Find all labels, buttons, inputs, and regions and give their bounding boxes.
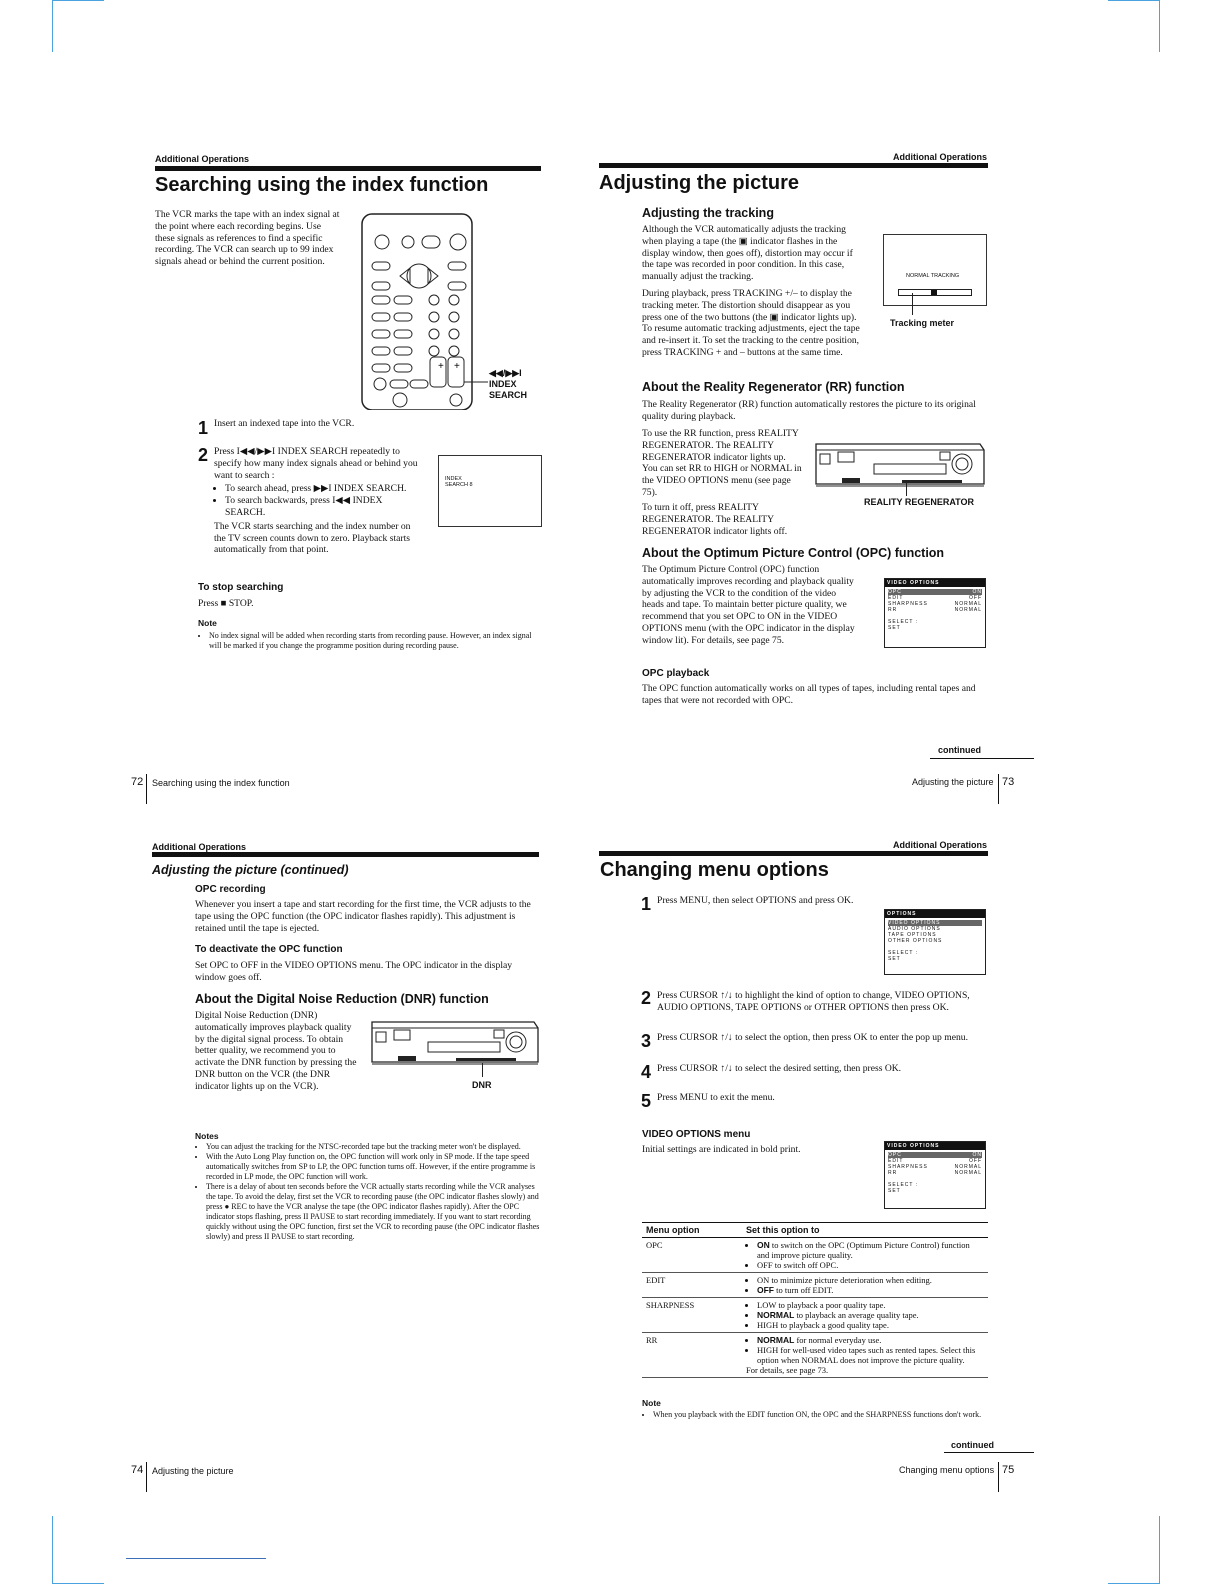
osd-screen [438, 455, 542, 527]
continued-label: continued [938, 745, 981, 755]
section-label: Additional Operations [152, 842, 247, 852]
footer-divider [146, 774, 147, 804]
step-number-5: 5 [641, 1091, 652, 1111]
menu-row-value: NORMAL [954, 601, 982, 607]
menu-rows [885, 1150, 985, 1196]
menu-header: VIDEO OPTIONS [885, 1142, 985, 1150]
table-cell-values [742, 1333, 988, 1378]
dnr-leader [482, 1063, 483, 1077]
option-value [757, 1345, 984, 1365]
rr-label: REALITY REGENERATOR [864, 497, 975, 507]
page-number: 74 [131, 1464, 144, 1476]
crop-mark [1108, 0, 1160, 1]
footer-divider [998, 774, 999, 804]
table-row [642, 1333, 988, 1378]
option-value [757, 1320, 984, 1330]
tracking-meter-leader [912, 293, 913, 315]
menu-rows [885, 587, 985, 633]
page-title: Adjusting the picture [599, 172, 799, 194]
menu-header: VIDEO OPTIONS [885, 579, 985, 587]
svg-text:+: + [454, 361, 460, 372]
crop-mark [52, 0, 53, 52]
option-value-bold: ON [757, 1240, 770, 1250]
table-cell-option: SHARPNESS [642, 1298, 742, 1333]
note-item: • With the Auto Long Play function on, the OPC function will work only in SP mode. If the tape speed automatically switches from SP to LP, the OPC function turns off. However, if the entire programme is recorded in LP mode, the OPC function will work. [206, 1152, 540, 1182]
opc-playback-heading: OPC playback [642, 668, 710, 679]
table-cell-option: RR [642, 1333, 742, 1378]
page-footer: Changing menu options [899, 1465, 995, 1475]
index-search-label: ◀◀/▶▶I INDEX SEARCH [489, 368, 528, 400]
table-cell-option: OPC [642, 1238, 742, 1273]
menu-row: VIDEO OPTIONS [888, 920, 982, 926]
table-cell-values [742, 1238, 988, 1273]
option-value [757, 1300, 984, 1310]
dnr-paragraph: Digital Noise Reduction (DNR) automatically improves playback quality by the digital signal process. To obtain better quality, we recommend you to activate the DNR function by pressing the DNR button on the VCR (the DNR indicator lights up on the VCR). [195, 1010, 357, 1092]
menu-row-value: NORMAL [954, 607, 982, 613]
step-number-3: 3 [641, 1031, 652, 1051]
step2-after: The VCR starts searching and the index number on the TV screen counts down to zero. Playback starts automatically from that point. [214, 520, 411, 556]
tracking-osd-text: NORMAL TRACKING [906, 273, 960, 279]
video-options-menu-osd [884, 578, 986, 648]
menu-row-key: OPC [888, 589, 902, 595]
section-rule [599, 851, 988, 856]
notes-heading: Notes [195, 1131, 219, 1141]
section-label: Additional Operations [155, 154, 250, 164]
tracking-paragraph: During playback, press TRACKING +/– to display the tracking meter. The distortion should disappear as you press one of the two buttons (the ▣ indicator lights up). To resume automatic tracking adjustments, eject the tape and re-insert it. To set the tracking to the centre position, press TRACKING + and – buttons at the same time. [642, 288, 860, 358]
menu-row [888, 1170, 982, 1176]
osd-text: INDEX SEARCH 8 [445, 476, 473, 488]
menu-set: SET [888, 956, 901, 962]
vcr-illustration-dnr [368, 1016, 542, 1072]
option-value [757, 1285, 984, 1295]
page-footer: Adjusting the picture [152, 1466, 234, 1476]
step-number-2: 2 [198, 445, 209, 465]
option-value-text: to playback an average quality tape. [794, 1310, 919, 1320]
step2-text [214, 446, 424, 556]
menu-header: OPTIONS [885, 910, 985, 918]
intro-text: The VCR marks the tape with an index signal at the point where each recording begins. Use these signals as references to find a specific recording. The VCR can search up to 99 index signals ahead or behind the current position. [155, 209, 340, 268]
menu-row-value: OFF [969, 1158, 982, 1164]
step3-text: Press CURSOR ↑/↓ to select the option, then press OK to enter the pop up menu. [657, 1032, 968, 1043]
tracking-meter-label: Tracking meter [890, 318, 955, 328]
tracking-paragraph: Although the VCR automatically adjusts the tracking when playing a tape (the ▣ indicator flashes in the display window, then goes off), distortion may occur if the tape was recorded in poor condition. In this case, manually adjust the tracking. [642, 224, 853, 283]
note-item: • There is a delay of about ten seconds before the VCR actually starts recording while the VCR analyses the tape. To avoid the delay, first set the VCR to recording pause (the OPC indicator flashes slowly) and press ● REC to have the VCR analyse the tape (the OPC indicator flashes rapidly). After the OPC indicator stops flashing, press II PAUSE to start recording immediately. If you want to start recording quickly without using the OPC function, first set the VCR to recording pause (the OPC indicator flashes slowly) and press II PAUSE to start recording. [206, 1182, 540, 1242]
option-value-text: for normal everyday use. [794, 1335, 882, 1345]
menu-set: SET [888, 625, 901, 631]
note-item: • When you playback with the EDIT function ON, the OPC and the SHARPNESS functions don't work. [653, 1410, 987, 1420]
page-title: Searching using the index function [155, 174, 489, 196]
option-value-text: HIGH to playback a good quality tape. [757, 1320, 889, 1330]
menu-row: OTHER OPTIONS [888, 938, 943, 944]
opc-recording-heading: OPC recording [195, 884, 266, 895]
table-row [642, 1238, 988, 1273]
note-item: • You can adjust the tracking for the NTSC-recorded tape but the tracking meter won't be displayed. [206, 1142, 540, 1152]
step2-main: Press I◀◀/▶▶I INDEX SEARCH repeatedly to specify how many index signals ahead or behind you want to search : [214, 446, 418, 481]
option-extra: For details, see page 73. [746, 1365, 829, 1375]
stop-text: Press ■ STOP. [198, 598, 254, 609]
menu-row-key: RR [888, 1170, 898, 1176]
step-number-1: 1 [198, 418, 209, 438]
section-rule [152, 852, 539, 857]
step4-text: Press CURSOR ↑/↓ to select the desired setting, then press OK. [657, 1063, 902, 1074]
tracking-meter-indicator [931, 290, 937, 295]
crop-mark [52, 1516, 53, 1584]
menu-row-value: ON [972, 1152, 982, 1158]
option-value-text: to turn off EDIT. [774, 1285, 834, 1295]
option-value-bold: NORMAL [757, 1335, 795, 1345]
tracking-meter-bar [898, 289, 972, 296]
table-header: Set this option to [742, 1223, 988, 1238]
rr-paragraph: The Reality Regenerator (RR) function automatically restores the picture to its original quality during playback. [642, 399, 976, 422]
menu-row-key: OPC [888, 1152, 902, 1158]
page-title: Changing menu options [600, 859, 829, 881]
option-value [757, 1275, 984, 1285]
rr-paragraph: To use the RR function, press REALITY REGENERATOR. The REALITY REGENERATOR indicator lights up. You can set RR to HIGH or NORMAL in the VIDEO OPTIONS menu (see page 75). [642, 428, 802, 498]
footer-divider [998, 1462, 999, 1492]
rr-paragraph: To turn it off, press REALITY REGENERATOR. The REALITY REGENERATOR indicator lights off. [642, 502, 788, 537]
menu-select: SELECT : [888, 619, 919, 625]
step1-text: Press MENU, then select OPTIONS and press OK. [657, 895, 854, 906]
step-number-2: 2 [641, 988, 652, 1008]
crop-mark [1159, 1516, 1160, 1584]
dnr-heading: About the Digital Noise Reduction (DNR) function [195, 992, 489, 1006]
page-number: 75 [1002, 1464, 1015, 1476]
notes-list [195, 1142, 540, 1242]
note-text [198, 631, 538, 651]
menu-row-key: EDIT [888, 595, 904, 601]
deactivate-paragraph: Set OPC to OFF in the VIDEO OPTIONS menu. The OPC indicator in the display window goes off. [195, 960, 513, 983]
option-value-bold: NORMAL [757, 1310, 795, 1320]
option-value [757, 1260, 984, 1270]
menu-row-value: NORMAL [954, 1164, 982, 1170]
page-number: 73 [1002, 776, 1015, 788]
menu-rows [885, 918, 985, 964]
section-rule [155, 166, 541, 171]
menu-select: SELECT : [888, 1182, 919, 1188]
step2-bullet: • To search backwards, press I◀◀ INDEX SEARCH. [225, 495, 424, 519]
step1-text: Insert an indexed tape into the VCR. [214, 418, 355, 429]
menu-row-key: SHARPNESS [888, 1164, 928, 1170]
video-options-intro: Initial settings are indicated in bold print. [642, 1144, 801, 1155]
note-text [642, 1410, 987, 1420]
table-cell-option: EDIT [642, 1273, 742, 1298]
menu-row: AUDIO OPTIONS [888, 926, 941, 932]
option-value-text: OFF to switch off OPC. [757, 1260, 839, 1270]
crop-mark [52, 0, 104, 1]
menu-row: TAPE OPTIONS [888, 932, 937, 938]
opc-paragraph: The Optimum Picture Control (OPC) function automatically improves recording and playback quality by adjusting the VCR to the condition of the video heads and tape. To maintain better picture quality, we recommend that you set OPC to ON in the VIDEO OPTIONS menu (with the OPC indicator in the display window lit). For details, see page 75. [642, 564, 855, 646]
rr-heading: About the Reality Regenerator (RR) function [642, 380, 905, 394]
menu-row-value: ON [972, 589, 982, 595]
rr-leader [906, 482, 907, 496]
step2-bullet: • To search ahead, press ▶▶I INDEX SEARCH. [225, 483, 424, 495]
page-footer: Adjusting the picture [912, 777, 994, 787]
table-cell-values [742, 1298, 988, 1333]
menu-row-key: RR [888, 607, 898, 613]
vcr-illustration-rr [812, 436, 988, 494]
step2-text: Press CURSOR ↑/↓ to highlight the kind of option to change, VIDEO OPTIONS, AUDIO OPTIONS, TAPE OPTIONS or OTHER OPTIONS then press OK. [657, 990, 970, 1013]
svg-text:+: + [438, 361, 444, 372]
table-row [642, 1273, 988, 1298]
page-number: 72 [131, 776, 144, 788]
menu-row-key: EDIT [888, 1158, 904, 1164]
option-value-text: ON to minimize picture deterioration when editing. [757, 1275, 932, 1285]
deactivate-heading: To deactivate the OPC function [195, 944, 343, 955]
step-number-1: 1 [641, 894, 652, 914]
opc-heading: About the Optimum Picture Control (OPC) function [642, 546, 945, 560]
tracking-osd [883, 234, 987, 306]
menu-row-value: NORMAL [954, 1170, 982, 1176]
page-footer: Searching using the index function [152, 778, 290, 788]
option-value [757, 1240, 984, 1260]
continued-rule [930, 758, 1034, 759]
page-title: Adjusting the picture (continued) [152, 863, 349, 877]
stop-heading: To stop searching [198, 582, 284, 593]
section-rule [599, 163, 988, 168]
menu-select: SELECT : [888, 950, 919, 956]
menu-row-value: OFF [969, 595, 982, 601]
video-options-table [642, 1222, 988, 1378]
video-options-heading: VIDEO OPTIONS menu [642, 1129, 751, 1140]
step-number-4: 4 [641, 1062, 652, 1082]
table-cell-values [742, 1273, 988, 1298]
option-value-text: to switch on the OPC (Optimum Picture Control) function and improve picture quality. [757, 1240, 970, 1260]
note-heading: Note [642, 1398, 661, 1408]
opc-playback-paragraph: The OPC function automatically works on all types of tapes, including rental tapes and tapes that were not recorded with OPC. [642, 683, 976, 706]
opc-recording-paragraph: Whenever you insert a tape and start recording for the first time, the VCR adjusts to the tape using the OPC function (the OPC indicator flashes rapidly). This adjustment is retained until the tape is ejected. [195, 899, 531, 934]
video-options-menu-osd [884, 1141, 986, 1209]
section-label: Additional Operations [893, 840, 988, 850]
table-header: Menu option [642, 1223, 742, 1238]
option-value-text: HIGH for well-used video tapes such as rented tapes. Select this option when NORMAL does not improve the picture quality. [757, 1345, 976, 1365]
section-label: Additional Operations [893, 152, 988, 162]
menu-set: SET [888, 1188, 901, 1194]
table-row [642, 1298, 988, 1333]
crop-mark [1159, 0, 1160, 52]
option-value-bold: OFF [757, 1285, 774, 1295]
option-value [757, 1310, 984, 1320]
note-heading: Note [198, 618, 217, 628]
dnr-label: DNR [472, 1080, 492, 1090]
crop-mark [126, 1558, 266, 1559]
options-menu-osd [884, 909, 986, 975]
note-item: • No index signal will be added when recording starts from recording pause. However, an index signal will be marked if you change the programme position during recording pause. [209, 631, 538, 651]
option-value-text: LOW to playback a poor quality tape. [757, 1300, 886, 1310]
menu-row-key: SHARPNESS [888, 601, 928, 607]
table-header-row [642, 1223, 988, 1238]
continued-label: continued [951, 1440, 994, 1450]
menu-row [888, 607, 982, 613]
tracking-heading: Adjusting the tracking [642, 206, 774, 220]
footer-divider [146, 1462, 147, 1492]
continued-rule [944, 1452, 1034, 1453]
option-value [757, 1335, 984, 1345]
step5-text: Press MENU to exit the menu. [657, 1092, 775, 1103]
